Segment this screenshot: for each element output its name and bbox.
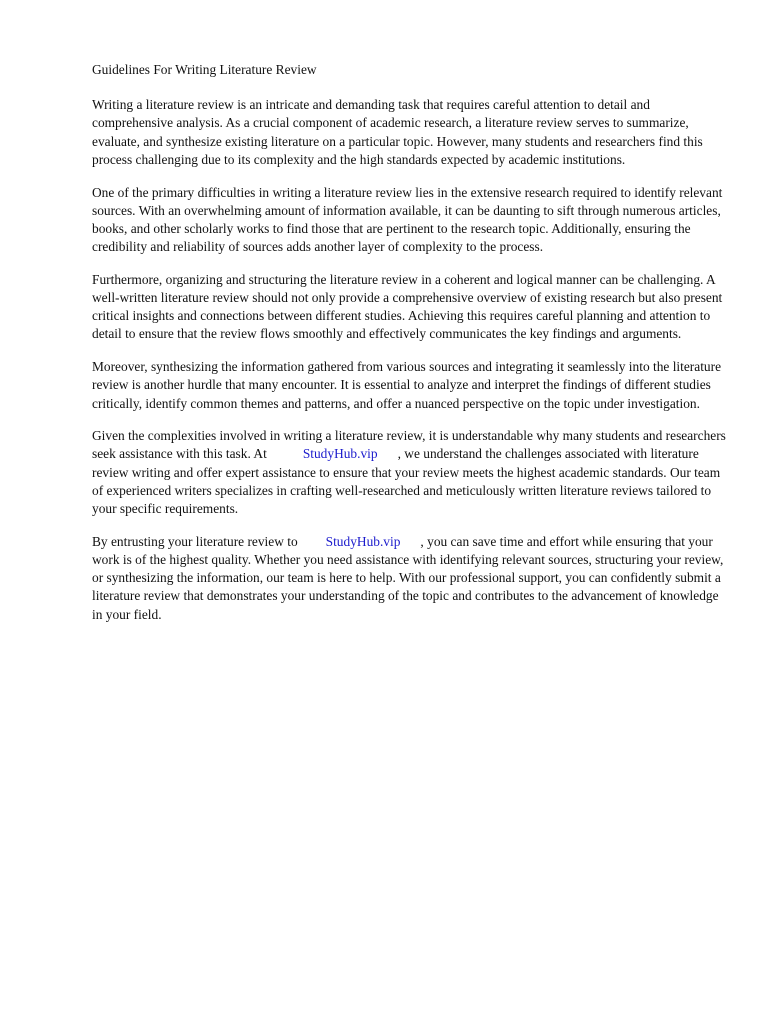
paragraph-2: One of the primary difficulties in writing a literature review lies in the extensive research required to identify relevant sources. With an overwhelming amount of information available, it can be daunting to sift through numerous articles, books, and other scholarly works to find those that are pertinent to the research topic. Additionally, ensuring the credibility and reliability of sources adds another layer of complexity to the process. <box>92 184 723 255</box>
paragraph-4: Moreover, synthesizing the information gathered from various sources and integrating it seamlessly into the literature review is another hurdle that many encounter. It is essential to analyze and interpret the findings of different studies critically, identify common themes and patterns, and offer a nuanced perspective on the topic under investigation. <box>92 359 722 411</box>
paragraph-6 <box>92 533 728 624</box>
paragraph-5-text-after: , we understand the challenges associated with literature review writing and offer expert assistance to ensure that your review meets the highest academic standards. Our team of experienced writers specializes in crafting well-researched and meticulously written literature reviews tailored to your specific requirements. <box>92 446 721 517</box>
studyhub-link[interactable]: StudyHub.vip <box>302 446 378 462</box>
paragraph-5 <box>92 427 728 518</box>
paragraph-6-text-after: , you can save time and effort while ensuring that your work is of the highest quality. Whether you need assistance with identifying relevant sources, structuring your review, or synthesizing the information, our team is here to help. With our professional support, you can confidently submit a literature review that demonstrates your understanding of the topic and contributes to the advancement of knowledge in your field. <box>92 533 724 622</box>
paragraph-5-text-before: Given the complexities involved in writing a literature review, it is understandable why many students and researchers seek assistance with this task. At <box>92 428 726 462</box>
studyhub-link[interactable]: StudyHub.vip <box>325 533 401 549</box>
paragraph-3: Furthermore, organizing and structuring the literature review in a coherent and logical manner can be challenging. A well-written literature review should not only provide a comprehensive overview of existing research but also present critical insights and connections between different studies. Achieving this requires careful planning and attention to detail to ensure that the review flows smoothly and effectively communicates the key findings and arguments. <box>92 271 723 342</box>
paragraph-1: Writing a literature review is an intricate and demanding task that requires careful attention to detail and comprehensive analysis. As a crucial component of academic research, a literature review serves to summarize, evaluate, and synthesize existing literature on a particular topic. However, many students and researchers find this process challenging due to its complexity and the high standards expected by academic institutions. <box>92 97 703 167</box>
paragraph-6-text-before: By entrusting your literature review to <box>92 533 298 549</box>
document-title: Guidelines For Writing Literature Review <box>92 62 317 77</box>
document-page <box>92 61 728 638</box>
